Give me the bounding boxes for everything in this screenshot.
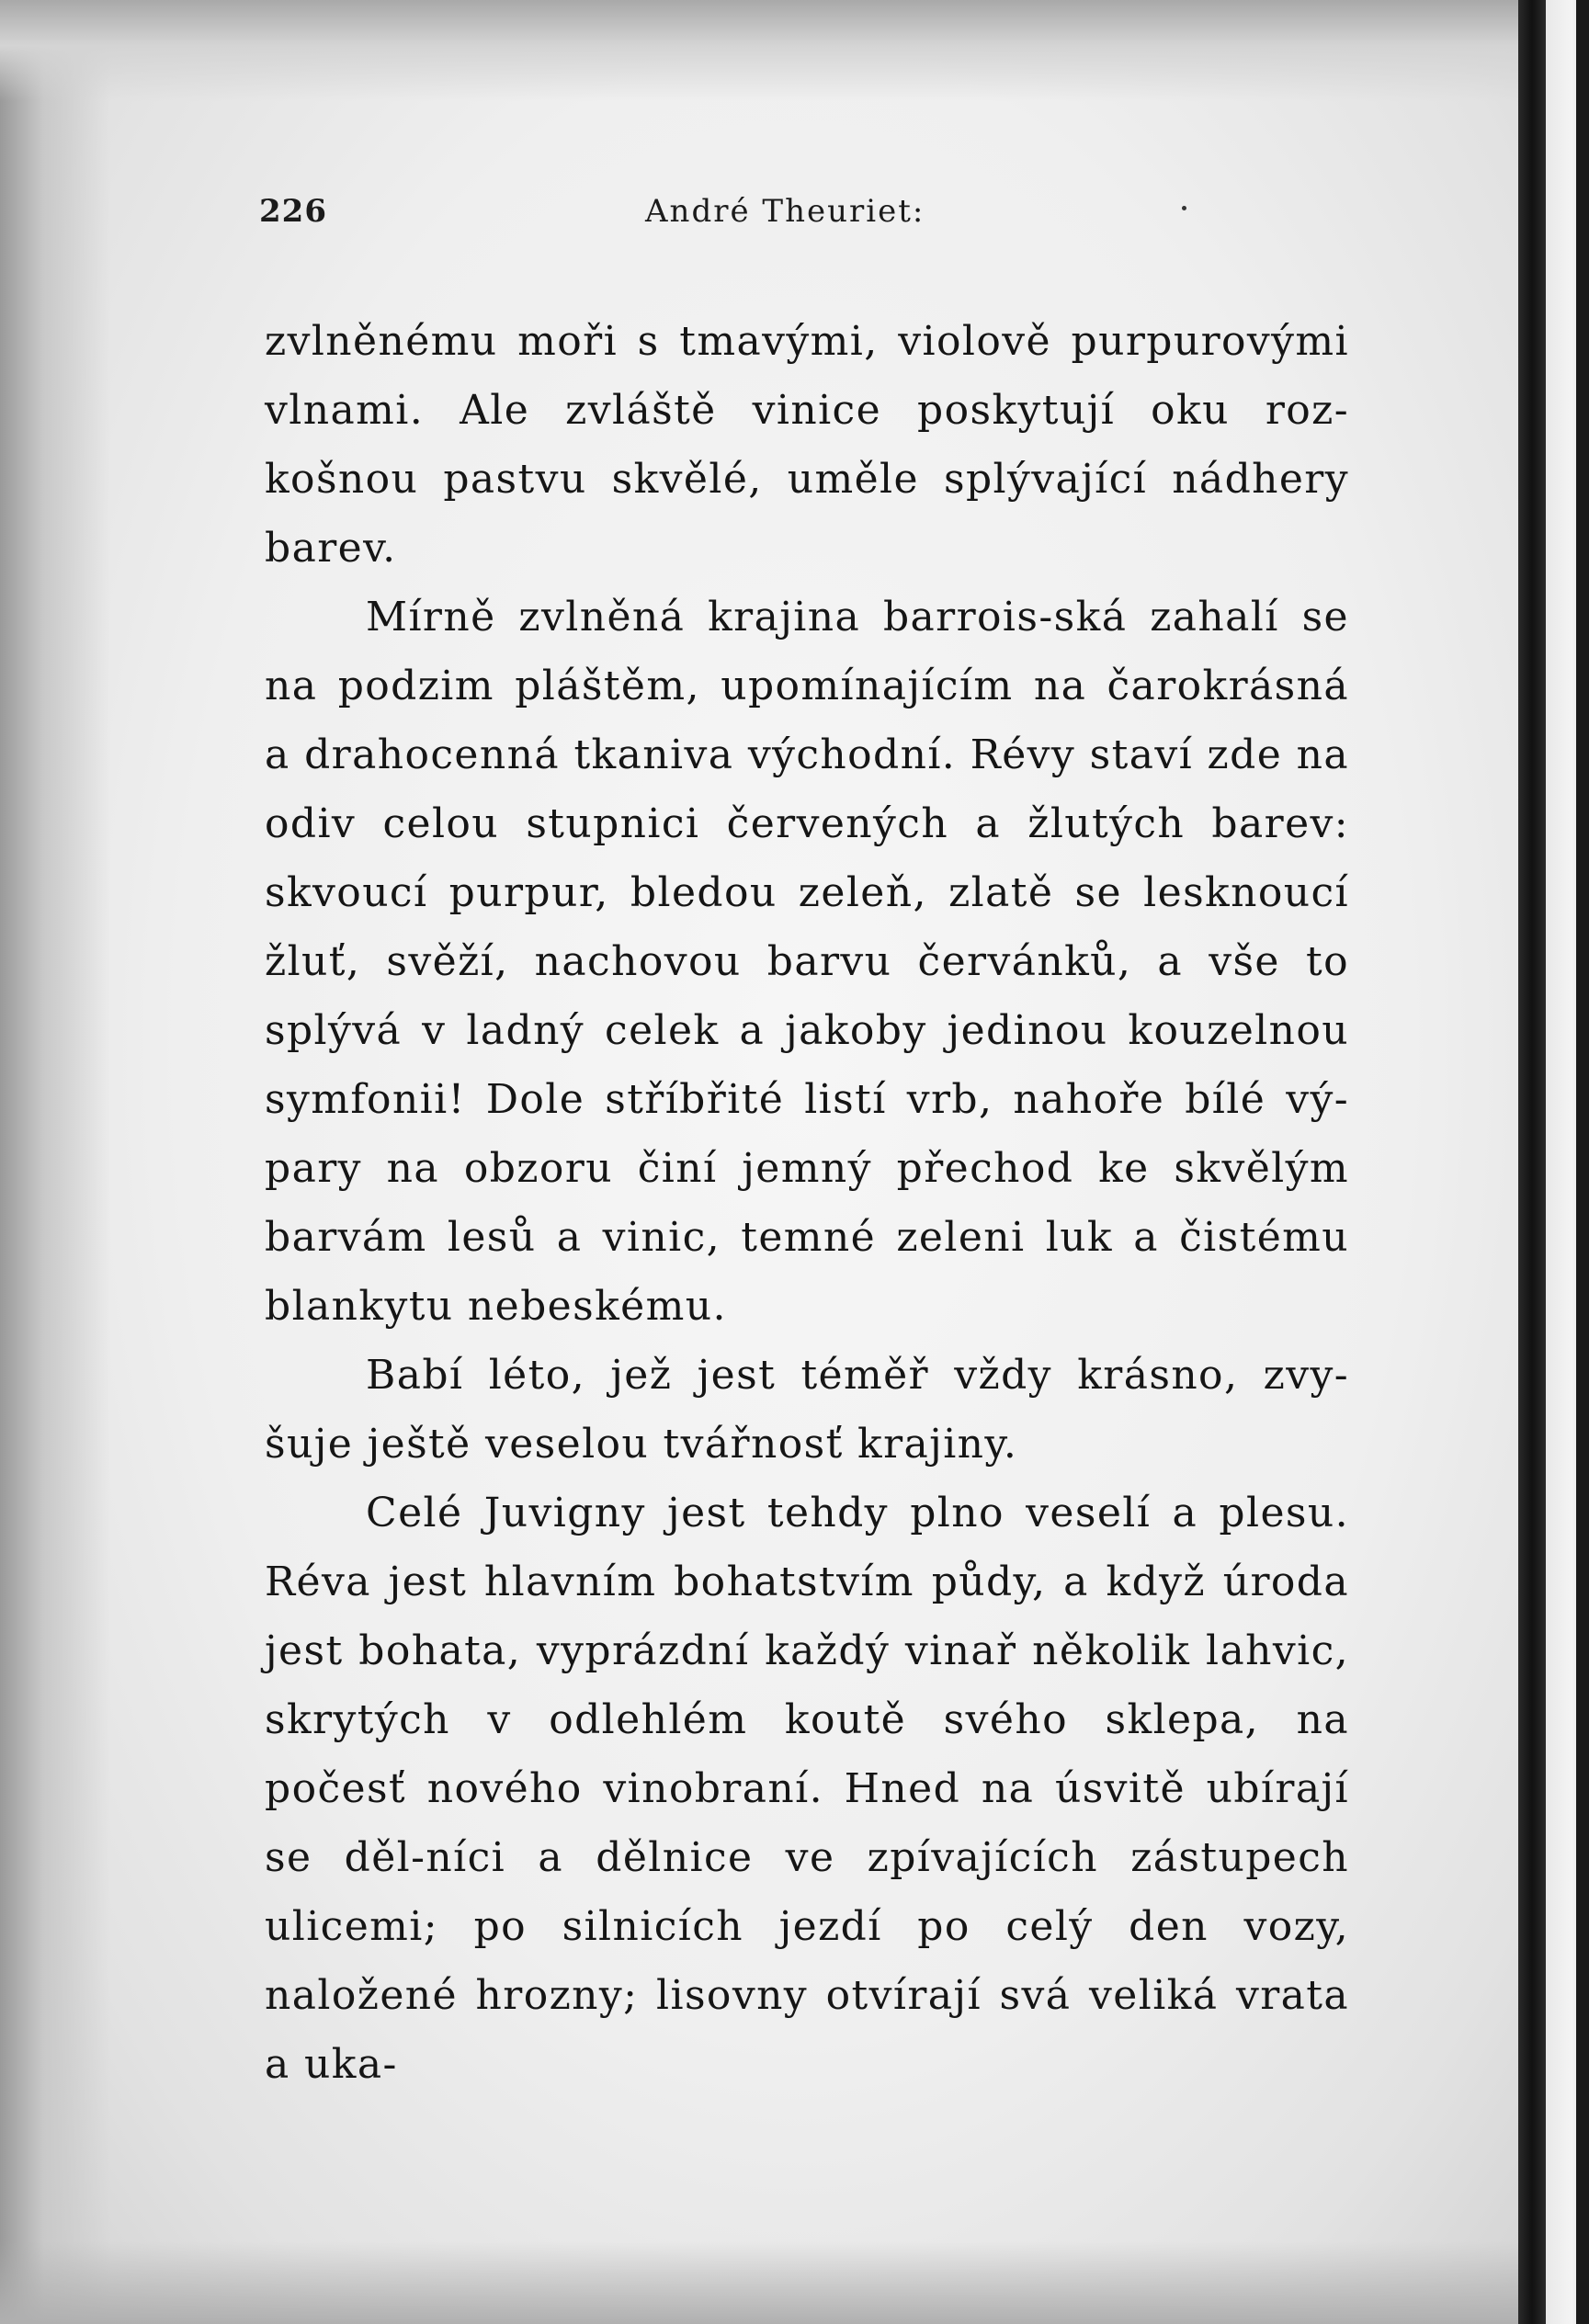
page-top-shadow [0, 0, 1589, 101]
paragraph: Mírně zvlněná krajina barrois-ská zahalí se na podzim pláštěm, upomínajícím na čarokrásná a drahocenná tkaniva východní. Révy staví zde na odiv celou stupnici červených a žlutých barev: skvoucí purpur, bledou zeleň, zlatě se lesknoucí žluť, svěží, nachovou barvu červánků, a vše to splývá v ladný celek a jakoby jedinou kouzelnou symfonii! Dole stříbřité listí vrb, nahoře bílé vý-pary na obzoru činí jemný přechod ke skvělým barvám lesů a vinic, temné zeleni luk a čistému blankytu nebeskému. [265, 594, 1349, 1330]
page-header [259, 193, 1353, 239]
scan-border [1576, 0, 1589, 2324]
page-number: 226 [259, 193, 327, 230]
ink-speck [1182, 206, 1186, 210]
page-bottom-shadow [0, 2241, 1589, 2324]
paragraph: Babí léto, jež jest téměř vždy krásno, zvy-šuje ještě veselou tvářnosť krajiny. [265, 1352, 1349, 1468]
book-gutter [1518, 0, 1546, 2324]
paragraph: Celé Juvigny jest tehdy plno veselí a plesu. Réva jest hlavním bohatstvím půdy, a když úroda jest bohata, vyprázdní každý vinař několik lahvic, skrytých v odlehlém koutě svého sklepa, na počesť nového vinobraní. Hned na úsvitě ubírají se děl-níci a dělnice ve zpívajících zástupech ulicemi; po silnicích jezdí po celý den vozy, naložené hrozny; lisovny otvírají svá veliká vrata a uka- [265, 1490, 1349, 2088]
paragraph: zvlněnému moři s tmavými, violově purpurovými vlnami. Ale zvláště vinice poskytují oku roz-košnou pastvu skvělé, uměle splývající nádhery barev. [265, 318, 1349, 572]
body-text [265, 307, 1349, 2099]
running-head-author: André Theuriet: [645, 193, 925, 230]
page-left-shadow [0, 0, 110, 2324]
